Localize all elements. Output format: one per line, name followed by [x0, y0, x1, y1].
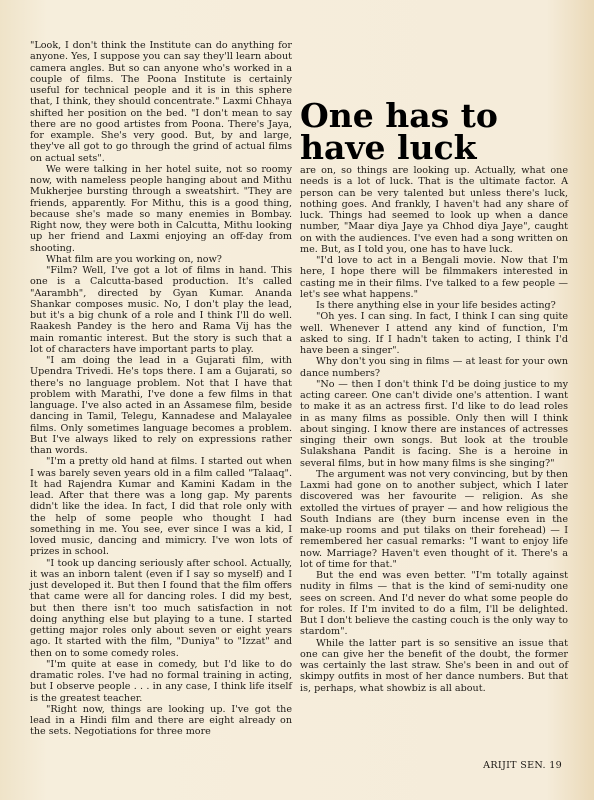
article-paragraph: "No — then I don't think I'd be doing justice to my acting career. One can't divide one's attention. I want to make it as an actress first. I'd like to do lead roles in as many films as possible. Only then will I think about singing. I know there are instances of actresses singing their own songs. But look at the trouble Sulakshana Pandit is facing. She is a heroine in several films, but in how many films is she singing?" — [300, 378, 568, 469]
article-paragraph: We were talking in her hotel suite, not so roomy now, with nameless people hanging about and Mithu Mukherjee bursting through a sweatshirt. "They are friends, apparently. For Mithu, this is a good thing, because she's made so many enemies in Bombay. Right now, they were both in Calcutta, Mithu looking up her friend and Laxmi enjoying an off-day from shooting. — [30, 163, 292, 254]
article-paragraph: "I'd love to act in a Bengali movie. Now that I'm here, I hope there will be filmmakers interested in casting me in their films. I've talked to a few people — let's see what happens." — [300, 255, 568, 300]
article-paragraph: Is there anything else in your life besides acting? — [316, 300, 556, 311]
article-paragraph: "Oh yes. I can sing. In fact, I think I can sing quite well. Whenever I attend any kind of function, I'm asked to sing. If I hadn't taken to acting, I think I'd have been a singer". — [300, 311, 568, 356]
article-paragraph: "I am doing the lead in a Gujarati film, with Upendra Trivedi. He's tops there. I am a Gujarati, so there's no language problem. Not that I have that problem with Marathi, I've done a few films in that language. I've also acted in an Assamese film, beside dancing in Tamil, Telegu, Kannadese and Malayalee films. Only sometimes language becomes a problem. But I've always liked to rely on expressions rather than words. — [30, 355, 292, 456]
article-paragraph: "Look, I don't think the Institute can do anything for anyone. Yes, I suppose you can say they'll learn about camera angles. But so can anyone who's worked in a couple of films. The Poona Institute is certainly useful for technical people and it is in this sphere that, I think, they should concentrate." Laxmi Chhaya shifted her position on the bed. "I don't mean to say there are no good artistes from Poona. There's Jaya, for example. She's very good. But, by and large, they've all got to go through the grind of actual films on actual sets". — [30, 40, 292, 164]
article-right-column — [300, 165, 568, 694]
headline-line-1: One has to — [300, 96, 498, 135]
article-paragraph: "I took up dancing seriously after school. Actually, it was an inborn talent (even if I say so myself) and I just developed it. But then I found that the film offers that came were all for dancing roles. I did my best, but then there isn't too much satisfaction in not doing anything else but playing to a tune. I started getting major roles only about seven or eight years ago. It started with the film, "Duniya" to "Izzat" and then on to some comedy roles. — [30, 557, 292, 659]
article-paragraph: "I'm a pretty old hand at films. I started out when I was barely seven years old in a film called "Talaaq". It had Rajendra Kumar and Kamini Kadam in the lead. After that there was a long gap. My parents didn't like the idea. In fact, I did that role only with the help of some people who thought I had something in me. You see, ever since I was a kid, I loved music, dancing and mimicry. I've won lots of prizes in school. — [30, 456, 292, 558]
article-paragraph: "Film? Well, I've got a lot of films in hand. This one is a Calcutta-based production. It's called "Aarambh", directed by Gyan Kumar. Ananda Shankar composes music. No, I don't play the lead, but it's a big chunk of a role and I think I'll do well. Raakesh Pandey is the hero and Rama Vij has the main romantic interest. But the story is such that a lot of characters have important parts to play. — [30, 265, 292, 355]
article-paragraph: Why don't you sing in films — at least for your own dance numbers? — [300, 356, 568, 379]
article-paragraph: The argument was not very convincing, but by then Laxmi had gone on to another subject, which I later discovered was her favourite — religion. As she extolled the virtues of prayer — and how religious the South Indians are (they burn incense even in the make-up rooms and put tilaks on their forehead) — I remembered her casual remarks: "I want to enjoy life now. Marriage? Haven't even thought of it. There's a lot of time for that." — [300, 468, 568, 570]
article-headline — [300, 96, 570, 167]
article-paragraph: What film are you working on, now? — [46, 253, 222, 265]
article-paragraph: While the latter part is so sensitive an issue that one can give her the benefit of the doubt, the former was certainly the last straw. She's been in and out of skimpy outfits in most of her dance numbers. But that is, perhaps, what showbiz is all about. — [300, 637, 568, 694]
article-paragraph: are on, so things are looking up. Actually, what one needs is a lot of luck. That is the ultimate factor. A person can be very talented but unless there's luck, nothing goes. And frankly, I haven't had any share of luck. Things had seemed to look up when a dance number, "Maar diya Jaye ya Chhod diya Jaye", caught on with the audiences. I've even had a song written on me. But, as I told you, one has to have luck. — [300, 165, 568, 255]
article-left-column — [30, 40, 292, 738]
article-paragraph: But the end was even better. "I'm totally against nudity in films — that is the kind of semi-nudity one sees on screen. And I'd never do what some people do for roles. If I'm invited to do a film, I'll be delighted. But I don't believe the casting couch is the only way to stardom". — [300, 570, 568, 638]
article-paragraph: "Right now, things are looking up. I've got the lead in a Hindi film and there are eight already on the sets. Negotiations for three more — [30, 703, 292, 738]
byline-page-number: ARIJIT SEN. 19 — [483, 760, 562, 771]
article-paragraph: "I'm quite at ease in comedy, but I'd like to do dramatic roles. I've had no formal training in acting, but I observe people . . . in any case, I think life itself is the greatest teacher. — [30, 658, 292, 704]
headline-line-2: have luck — [300, 128, 477, 167]
